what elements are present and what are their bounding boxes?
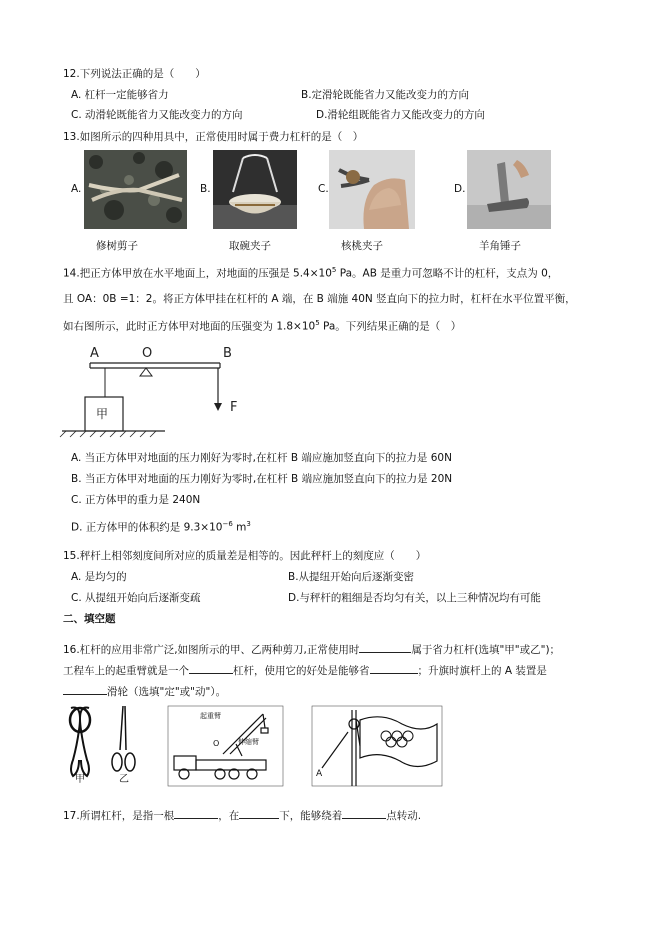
q15-stem: 15.秤杆上相邻刻度间所对应的质量差是相等的。因此秤杆上的刻度应（ ） bbox=[63, 550, 427, 562]
q15-option-d: D.与秤杆的粗细是否均匀有关，以上三种情况均有可能 bbox=[288, 592, 541, 604]
q14-line1 bbox=[63, 266, 558, 280]
q12-option-a: A. 杠杆一定能够省力 bbox=[71, 89, 169, 101]
q16-p2: 属于省力杠杆(选填"甲"或乙")； bbox=[411, 644, 561, 656]
q12-option-c: C. 动滑轮既能省力又能改变力的方向 bbox=[71, 109, 243, 121]
q13-caption-a: 修树剪子 bbox=[96, 240, 138, 252]
q14-line1-sup: 5 bbox=[331, 266, 337, 274]
q14-line1-a: 14.把正方体甲放在水平地面上，对地面的压强是 5.4×10 bbox=[63, 267, 332, 280]
q14-option-d bbox=[71, 520, 251, 534]
scissors-yi-icon bbox=[112, 706, 135, 771]
q14-option-a: A. 当正方体甲对地面的压力刚好为零时,在杠杆 B 端应施加竖直向下的拉力是 60N bbox=[71, 452, 452, 464]
q12-option-d: D.滑轮组既能省力又能改变力的方向 bbox=[316, 109, 485, 121]
flag-pole-figure bbox=[312, 706, 442, 786]
walnut-cracker-photo bbox=[329, 150, 415, 229]
q17-p4: 点转动. bbox=[386, 810, 422, 822]
q17-p3: 下，能够绕着 bbox=[279, 810, 343, 822]
q17-blank-3[interactable] bbox=[342, 806, 386, 819]
q14-option-c: C. 正方体甲的重力是 240N bbox=[71, 494, 201, 506]
q15-option-c: C. 从提纽开始向后逐渐变疏 bbox=[71, 592, 201, 604]
q17-p2: ，在 bbox=[218, 810, 240, 822]
q16-line1 bbox=[63, 640, 560, 657]
label-pivot-o: O bbox=[213, 739, 220, 748]
q16-blank-2[interactable] bbox=[189, 661, 233, 674]
q13-option-a-letter: A. bbox=[71, 183, 82, 195]
q13-caption-b: 取碗夹子 bbox=[229, 240, 271, 252]
crane-truck-figure bbox=[168, 706, 283, 786]
q12-stem: 12.下列说法正确的是（ ） bbox=[63, 68, 206, 80]
q15-option-a: A. 是均匀的 bbox=[71, 571, 127, 583]
q16-blank-3[interactable] bbox=[370, 661, 418, 674]
q16-blank-1[interactable] bbox=[359, 640, 411, 653]
q17-line bbox=[63, 806, 421, 823]
label-scissors-jia: 甲 bbox=[75, 774, 85, 785]
q14-line3 bbox=[63, 319, 461, 333]
q15-option-b: B.从提纽开始向后逐渐变密 bbox=[288, 571, 415, 583]
q14-option-d-sup2: 3 bbox=[246, 520, 251, 528]
scissors-jia-icon bbox=[70, 707, 90, 776]
section-title: 二、填空题 bbox=[63, 613, 116, 625]
q14-option-d-b: m bbox=[232, 521, 247, 534]
q13-caption-d: 羊角锤子 bbox=[479, 240, 521, 252]
q17-blank-2[interactable] bbox=[239, 806, 279, 819]
label-jia: 甲 bbox=[96, 407, 109, 421]
q13-option-b-letter: B. bbox=[200, 183, 211, 195]
label-scissors-yi: 乙 bbox=[119, 774, 129, 785]
label-telescopic-arm: 伸缩臂 bbox=[238, 738, 259, 746]
scissors-figure bbox=[63, 700, 143, 785]
label-f: F bbox=[230, 400, 238, 415]
fulcrum-icon bbox=[140, 368, 152, 376]
q14-option-d-sup: −6 bbox=[222, 520, 233, 528]
q13-option-d-letter: D. bbox=[454, 183, 466, 195]
label-crane-arm: 起重臂 bbox=[200, 712, 221, 720]
q14-line3-a: 如右图所示，此时正方体甲对地面的压强变为 1.8×10 bbox=[63, 320, 316, 333]
q16-line3 bbox=[63, 682, 226, 699]
q17-blank-1[interactable] bbox=[174, 806, 218, 819]
q14-option-d-a: D. 正方体甲的体积约是 9.3×10 bbox=[71, 521, 223, 534]
q13-stem: 13.如图所示的四种用具中，正常使用时属于费力杠杆的是（ ） bbox=[63, 131, 364, 143]
label-b: B bbox=[223, 346, 232, 361]
q16-line2 bbox=[63, 661, 547, 678]
q14-line2: 且 OA：0B =1：2。将正方体甲挂在杠杆的 A 端，在 B 端施 40N 竖直向下的拉力时，杠杆在水平位置平衡， bbox=[63, 293, 576, 305]
q16-p4: 杠杆，使用它的好处是能够省 bbox=[233, 665, 370, 677]
label-o: O bbox=[142, 346, 153, 361]
bowl-clamp-photo bbox=[213, 150, 297, 229]
q14-line3-sup: 5 bbox=[315, 319, 320, 327]
q13-caption-c: 核桃夹子 bbox=[341, 240, 383, 252]
pruning-shears-photo bbox=[84, 150, 187, 229]
q16-p3: 工程车上的起重臂就是一个 bbox=[63, 665, 189, 677]
claw-hammer-photo bbox=[467, 150, 551, 229]
q16-p5: ；升旗时旗杆上的 A 装置是 bbox=[417, 665, 547, 677]
q14-option-b: B. 当正方体甲对地面的压力刚好为零时,在杠杆 B 端应施加竖直向下的拉力是 20N bbox=[71, 473, 453, 485]
q14-line3-b: Pa。下列结果正确的是（ ） bbox=[319, 320, 462, 333]
label-a: A bbox=[90, 346, 99, 361]
q12-option-b: B.定滑轮既能省力又能改变力的方向 bbox=[301, 89, 470, 101]
q16-p6: 滑轮（选填"定"或"动"）。 bbox=[107, 686, 227, 698]
lever-diagram bbox=[60, 345, 260, 445]
q13-option-c-letter: C. bbox=[318, 183, 329, 195]
q16-p1: 16.杠杆的应用非常广泛,如图所示的甲、乙两种剪刀,正常使用时 bbox=[63, 644, 360, 656]
q14-line1-b: Pa。AB 是重力可忽略不计的杠杆，支点为 0， bbox=[336, 267, 559, 280]
label-flag-a: A bbox=[316, 769, 323, 779]
q17-p1: 17.所谓杠杆，是指一根 bbox=[63, 810, 175, 822]
q16-blank-4[interactable] bbox=[63, 682, 107, 695]
